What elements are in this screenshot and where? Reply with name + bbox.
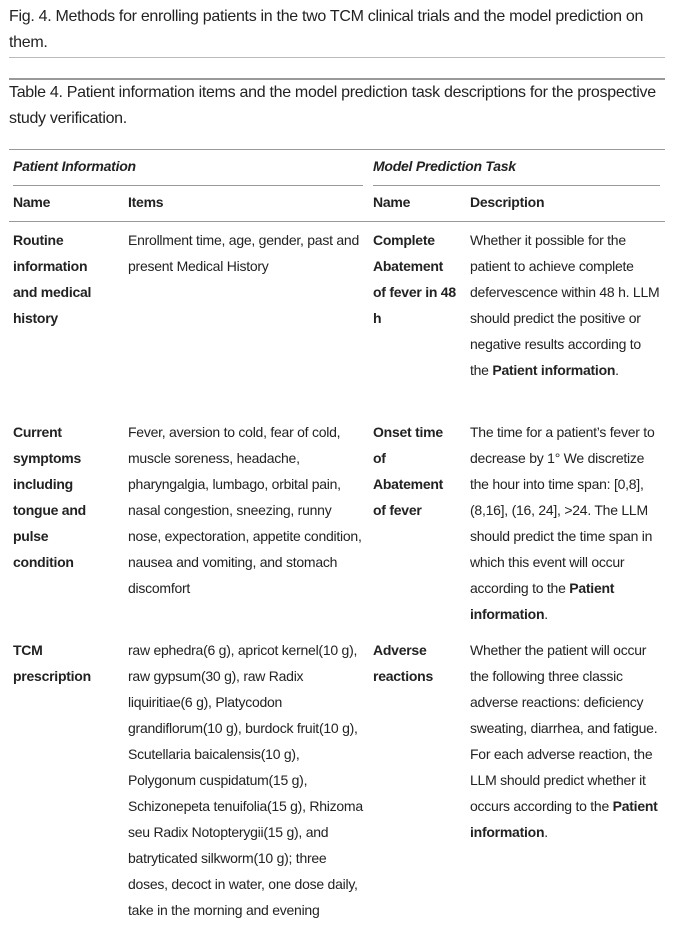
column-header-rule xyxy=(9,221,665,222)
description-text: Whether the patient will occur the following three classic adverse reactions: deficiency sweating, diarrhea, and fatigue. For each adverse reaction, the LLM should predict whether it occurs according to the xyxy=(470,642,658,814)
group-rule-left xyxy=(13,185,363,186)
caption-divider xyxy=(9,57,665,58)
column-header-name: Name xyxy=(13,194,51,210)
row-name: Current symptoms including tongue and pulse condition xyxy=(13,424,86,570)
row-description xyxy=(470,227,662,383)
description-text: The time for a patient’s fever to decrease by 1° We discretize the hour into time span: [0,8], (8,16], (16, 24], >24. The LLM should predict the time span in which this event will occur according to the xyxy=(470,424,655,596)
table-caption: Table 4. Patient information items and the model prediction task descriptions for the prospective study verification. xyxy=(9,84,656,127)
row-name: TCM prescription xyxy=(13,642,91,684)
group-header-patient-info: Patient Information xyxy=(13,158,136,174)
row-task: Complete Abatement of fever in 48 h xyxy=(373,232,456,326)
row-items: raw ephedra(6 g), apricot kernel(10 g), raw gypsum(30 g), raw Radix liquiritiae(6 g), Platycodon grandiflorum(10 g), burdock fruit(10 g), Scutellaria baicalensis(10 g), Polygonum cuspidatum(15 g), Schizonepeta tenuifolia(15 g), Rhizoma seu Radix Notopterygii(15 g), and batryticated silkworm(10 g); three doses, decoct in water, one dose daily, take in the morning and evening xyxy=(128,642,363,918)
figure-caption: Fig. 4. Methods for enrolling patients in the two TCM clinical trials and the model prediction on them. xyxy=(9,8,644,51)
row-task: Onset time of Abatement of fever xyxy=(373,424,444,518)
description-text: Whether it possible for the patient to achieve complete defervescence within 48 h. LLM should predict the positive or negative results according to the xyxy=(470,232,660,378)
description-bold: Patient information xyxy=(470,798,658,840)
description-end: . xyxy=(544,824,548,840)
column-header-task-name: Name xyxy=(373,194,411,210)
row-task: Adverse reactions xyxy=(373,642,433,684)
row-name: Routine information and medical history xyxy=(13,232,92,326)
description-end: . xyxy=(544,606,548,622)
row-items: Enrollment time, age, gender, past and present Medical History xyxy=(128,232,359,274)
description-bold: Patient information xyxy=(492,362,616,378)
table-header-rule xyxy=(9,149,665,150)
column-header-description: Description xyxy=(470,194,545,210)
row-description xyxy=(470,419,662,627)
group-rule-right xyxy=(373,185,660,186)
row-description xyxy=(470,637,662,845)
description-end: . xyxy=(615,362,619,378)
column-header-items: Items xyxy=(128,194,164,210)
group-header-model-task: Model Prediction Task xyxy=(373,158,516,174)
description-bold: Patient information xyxy=(470,580,615,622)
row-items: Fever, aversion to cold, fear of cold, muscle soreness, headache, pharyngalgia, lumbago, orbital pain, nasal congestion, sneezing, runny nose, expectoration, appetite condition, nausea and vomiting, and stomach discomfort xyxy=(128,424,362,596)
